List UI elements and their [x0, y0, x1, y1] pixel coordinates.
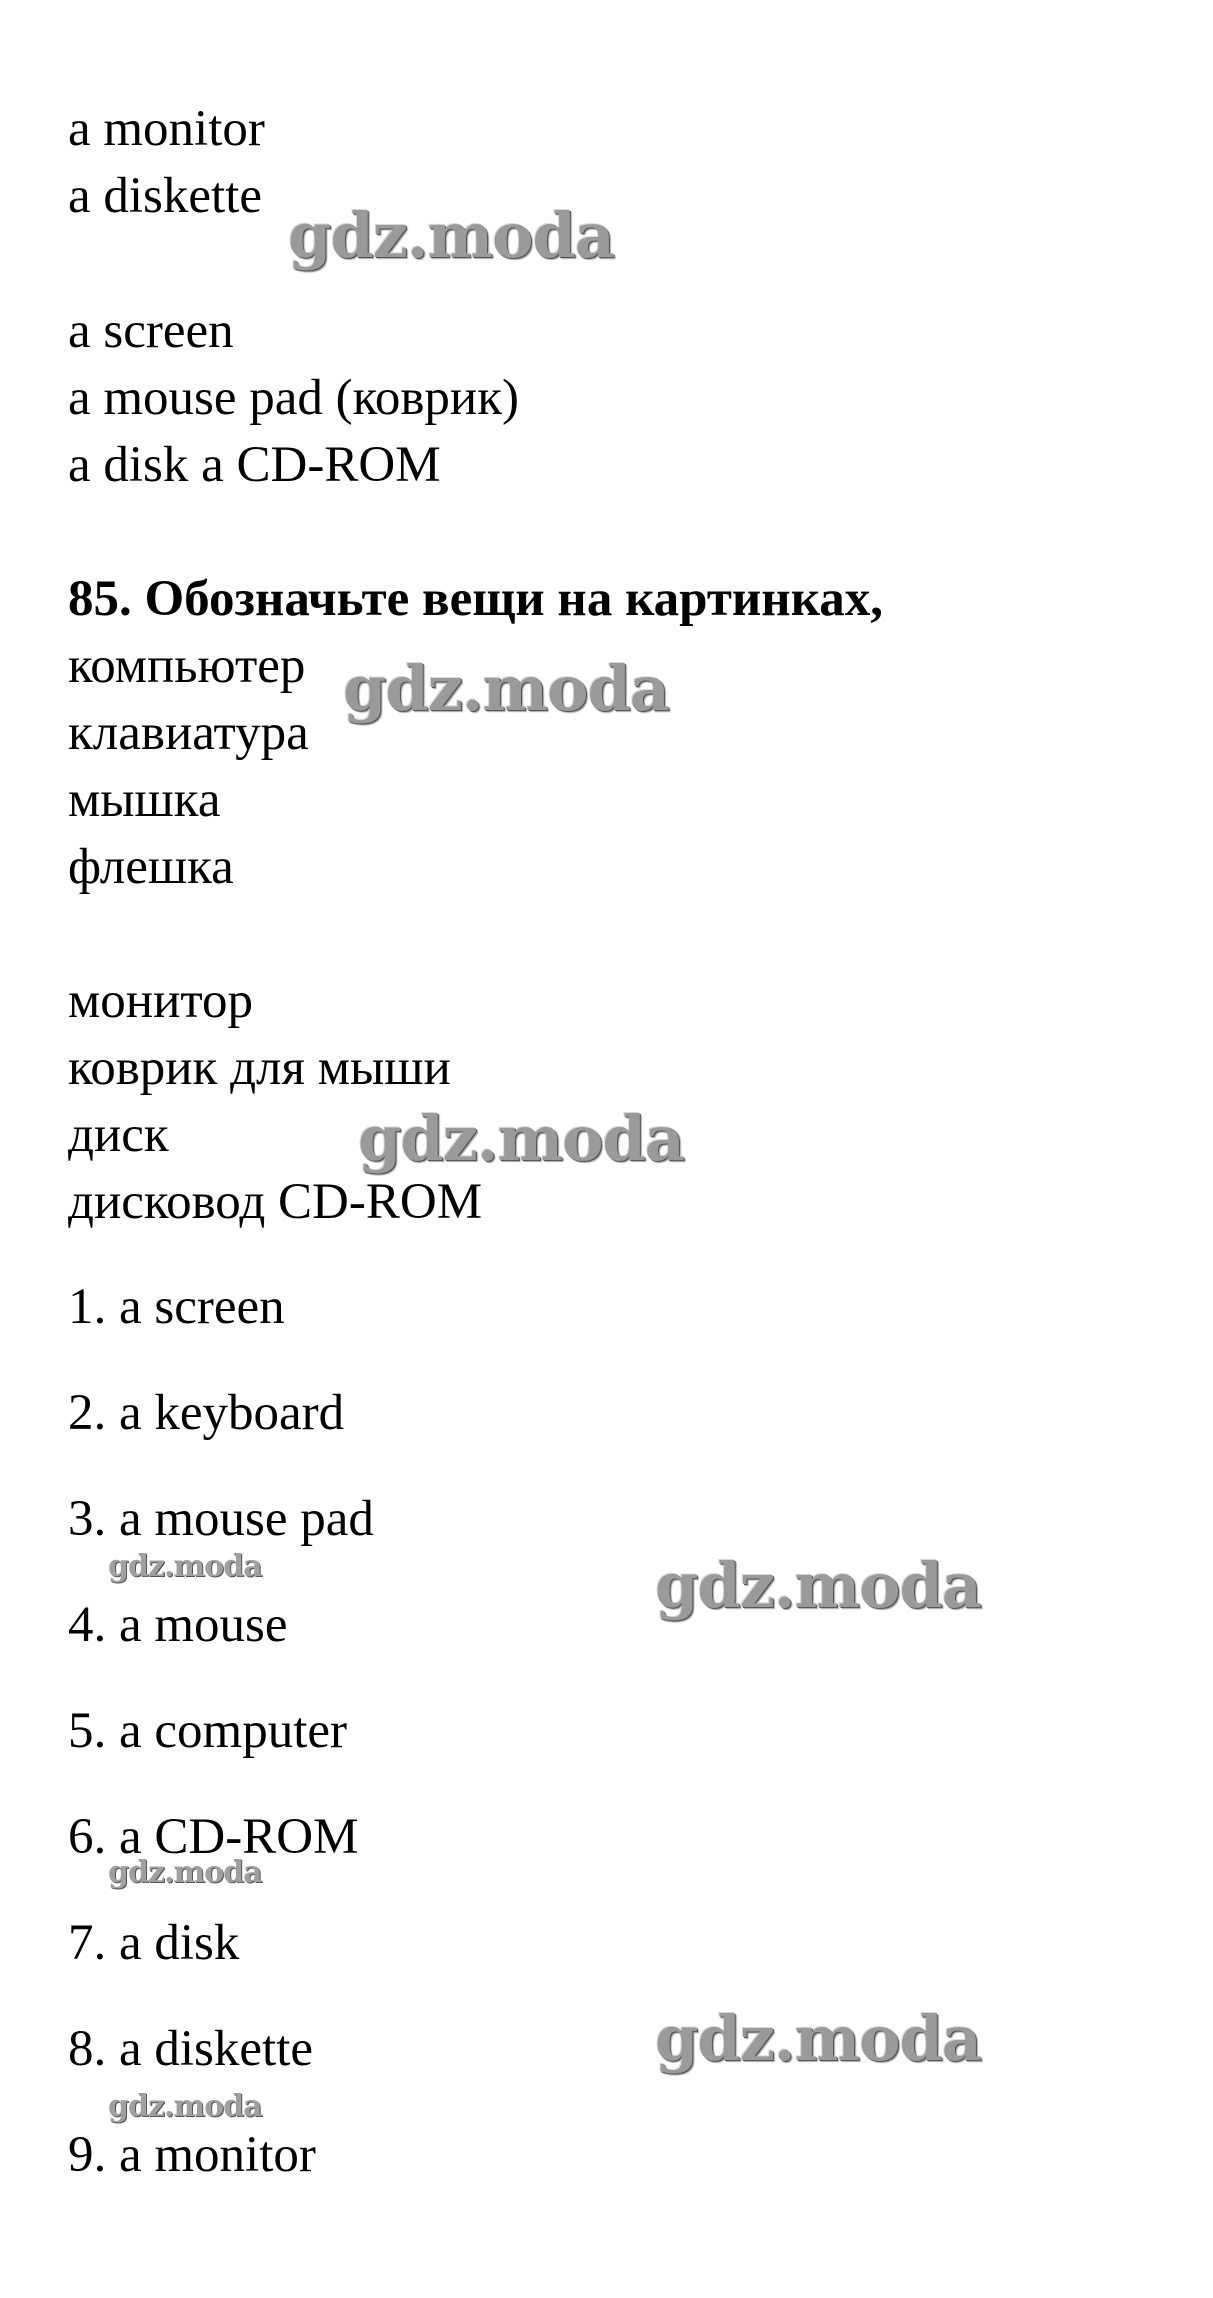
watermark: gdz.moda	[108, 2089, 262, 2124]
text-line: a screen	[68, 303, 234, 359]
text-line: a mouse pad (коврик)	[68, 370, 519, 426]
text-line: флешка	[68, 839, 234, 895]
numbered-answer: 5. a computer	[68, 1703, 347, 1759]
numbered-answer: 1. a screen	[68, 1279, 285, 1335]
numbered-answer: 3. a mouse pad	[68, 1491, 374, 1547]
numbered-answer: 9. a monitor	[68, 2127, 316, 2183]
text-line: мышка	[68, 772, 221, 828]
text-line: клавиатура	[68, 705, 309, 761]
numbered-answer: 2. a keyboard	[68, 1385, 345, 1441]
numbered-answer: 4. a mouse	[68, 1597, 288, 1653]
watermark: gdz.moda	[288, 199, 614, 272]
text-line: компьютер	[68, 638, 306, 694]
numbered-answer: 7. a disk	[68, 1915, 240, 1971]
numbered-answer: 6. a CD-ROM	[68, 1809, 359, 1865]
text-line: дисковод CD-ROM	[68, 1174, 483, 1230]
text-line: a monitor	[68, 101, 265, 157]
watermark: gdz.moda	[108, 1549, 262, 1584]
text-line: диск	[68, 1107, 169, 1163]
exercise-heading: 85. Обозначьте вещи на картинках,	[68, 571, 884, 627]
numbered-answer: 8. a diskette	[68, 2021, 314, 2077]
watermark: gdz.moda	[358, 1102, 684, 1175]
text-line: коврик для мыши	[68, 1040, 451, 1096]
watermark: gdz.moda	[343, 652, 669, 725]
watermark: gdz.moda	[655, 2002, 981, 2075]
text-line: a disk a CD-ROM	[68, 437, 441, 493]
text-line: a diskette	[68, 168, 263, 224]
watermark: gdz.moda	[655, 1549, 981, 1622]
watermark: gdz.moda	[108, 1855, 262, 1890]
text-line: монитор	[68, 973, 253, 1029]
